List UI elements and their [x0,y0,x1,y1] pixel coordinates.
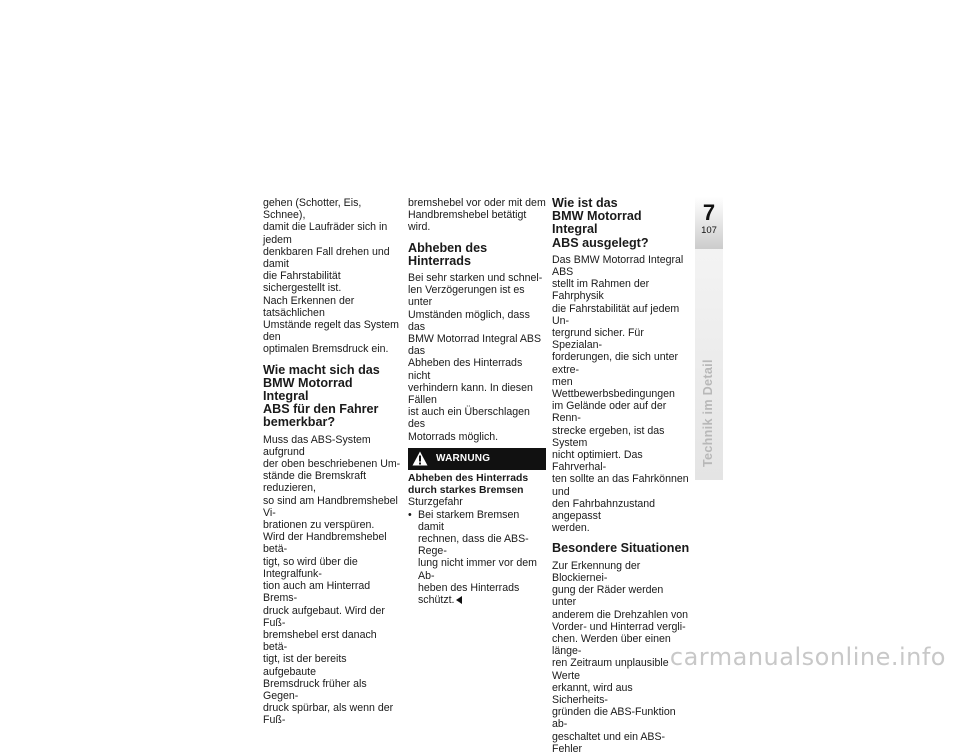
warning-title: Abheben des Hinterrads durch starkes Bremsen [408,472,529,496]
heading-special-situations: Besondere Situationen [552,541,690,556]
rear-wheel-lift-paragraph: Bei sehr starken und schnel- len Verzögerungen ist es unter Umständen möglich, dass das BMW Motorrad Integral ABS das Abheben des Hinterrads nicht verhindern kann. In diesen Fällen ist auch ein Überschlagen des Motorrads möglich. [408,272,543,443]
bullet-dot-icon: • [408,508,412,521]
intro-paragraph: gehen (Schotter, Eis, Schnee), damit die Laufräder sich in jedem denkbaren Fall drehen und damit die Fahrstabilität sichergestellt ist. Nach Erkennen der tatsächlichen Umstände regelt das System den optimalen Bremsdruck ein. [263,197,400,356]
warning-subtitle: Sturzgefahr [408,496,463,509]
warning-triangle-icon [412,451,428,466]
chapter-box [695,197,723,249]
page-number: 107 [701,225,717,236]
special-situations-paragraph: Zur Erkennung der Blockiernei- gung der Räder werden unter anderem die Drehzahlen von Vorder- und Hinterrad vergli- chen. Werden über einen länge- ren Zeitraum unplausible Werte erkannt, wird aus Sicherheits- gründen die ABS-Funktion ab- geschaltet und ein ABS-Fehler [552,559,689,755]
continuation-paragraph: bremshebel vor oder mit dem Handbremshebel betätigt wird. [408,197,546,234]
chapter-label: Technik im Detail [701,359,715,467]
column-3 [552,197,690,755]
chapter-number: 7 [702,200,716,225]
watermark: carmanualsonline.info [669,643,946,671]
warning-banner [408,448,546,470]
chapter-tab [695,197,723,480]
heading-design: Wie ist das BMW Motorrad Integral ABS ausgelegt? [552,196,649,250]
design-paragraph: Das BMW Motorrad Integral ABS stellt im Rahmen der Fahrphysik die Fahrstabilität auf jedem Un- tergrund sicher. Für Spezialan- forderungen, die sich unter extre- men Wettbewerbsbedingungen im Gelände oder auf der Renn- strecke ergeben, ist das System nicht optimiert. Das Fahrverhal- ten sollte an das Fahrkönnen und den Fahrbahnzustand angepasst werden. [552,253,689,535]
column-2 [408,197,546,606]
heading-noticeable: Wie macht sich das BMW Motorrad Integral ABS für den Fahrer bemerkbar? [263,362,380,430]
column-1 [263,197,401,727]
heading-rear-wheel-lift: Abheben des Hinterrads [408,240,488,268]
warning-bullet: • Bei starkem Bremsen damit rechnen, dass die ABS-Rege- lung nicht immer vor dem Ab- heben des Hinterrads schützt. [408,508,537,607]
end-marker-icon [456,596,462,604]
warning-label: WARNUNG [436,452,491,464]
noticeable-paragraph: Muss das ABS-System aufgrund der oben beschriebenen Um- stände die Bremskraft reduzieren, so sind am Handbremshebel Vi- brationen zu verspüren. Wird der Handbremshebel betä- tigt, so wird über die Integralfunk- tion auch am Hinterrad Brems- druck aufgebaut. Wird der Fuß- bremshebel erst danach betä- tigt, ist der bereits aufgebaute Bremsdruck früher als Gegen- druck spürbar, als wenn der Fuß- [263,433,401,727]
